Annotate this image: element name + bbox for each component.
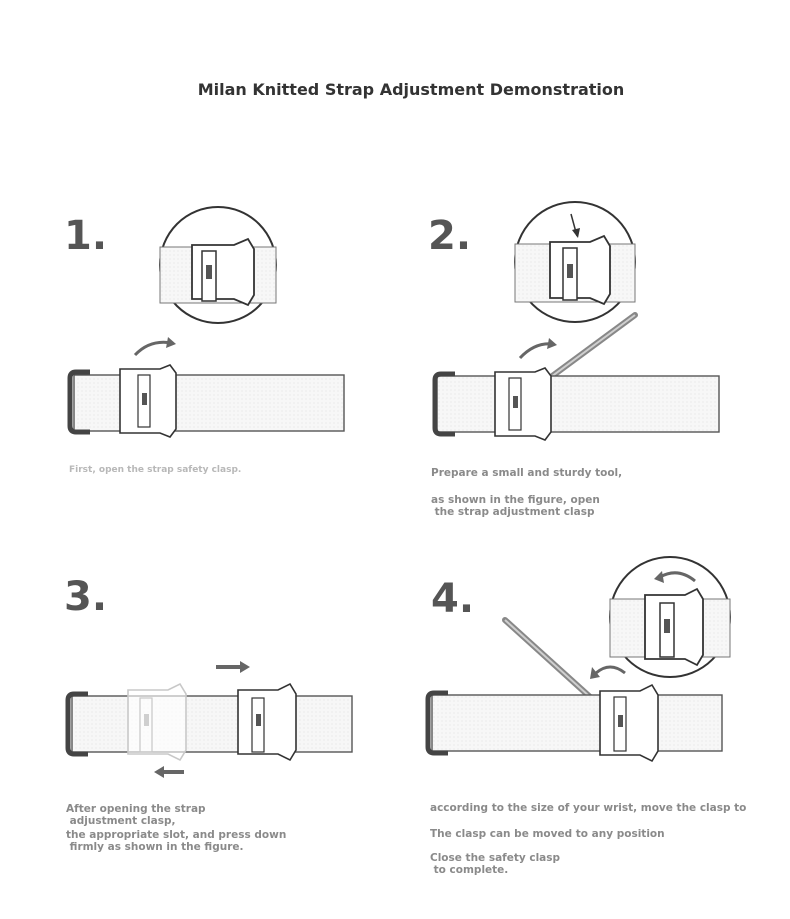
step-1-number: 1. <box>64 213 108 259</box>
step-4-caption-3: Close the safety clasp to complete. <box>430 852 561 876</box>
strap <box>435 368 719 440</box>
step-1-illustration <box>60 205 360 445</box>
zoom-circle <box>160 207 276 323</box>
step-4-illustration <box>420 555 740 770</box>
step-3-illustration <box>58 650 358 790</box>
zoom-circle <box>515 202 635 322</box>
step-3-caption-1: After opening the strap adjustment clasp, <box>66 803 206 827</box>
step-2-caption-1: Prepare a small and sturdy tool, <box>431 467 623 479</box>
strap <box>70 365 344 437</box>
zoom-circle <box>610 557 730 677</box>
step-2-number: 2. <box>428 213 472 259</box>
step-1-caption-1: First, open the strap safety clasp. <box>69 465 242 475</box>
strap <box>428 685 722 761</box>
step-2-caption-2: as shown in the figure, open the strap adjustment clasp <box>431 494 600 518</box>
step-3-caption-2: the appropriate slot, and press down firmly as shown in the figure. <box>66 829 287 853</box>
strap <box>68 684 352 760</box>
page-title: Milan Knitted Strap Adjustment Demonstration <box>197 80 625 99</box>
step-4-caption-2: The clasp can be moved to any position <box>430 828 665 840</box>
step-4-number: 4. <box>431 576 475 622</box>
step-4-caption-1: according to the size of your wrist, move the clasp to <box>430 802 747 814</box>
step-2-illustration <box>425 200 725 445</box>
step-3-number: 3. <box>64 574 108 620</box>
